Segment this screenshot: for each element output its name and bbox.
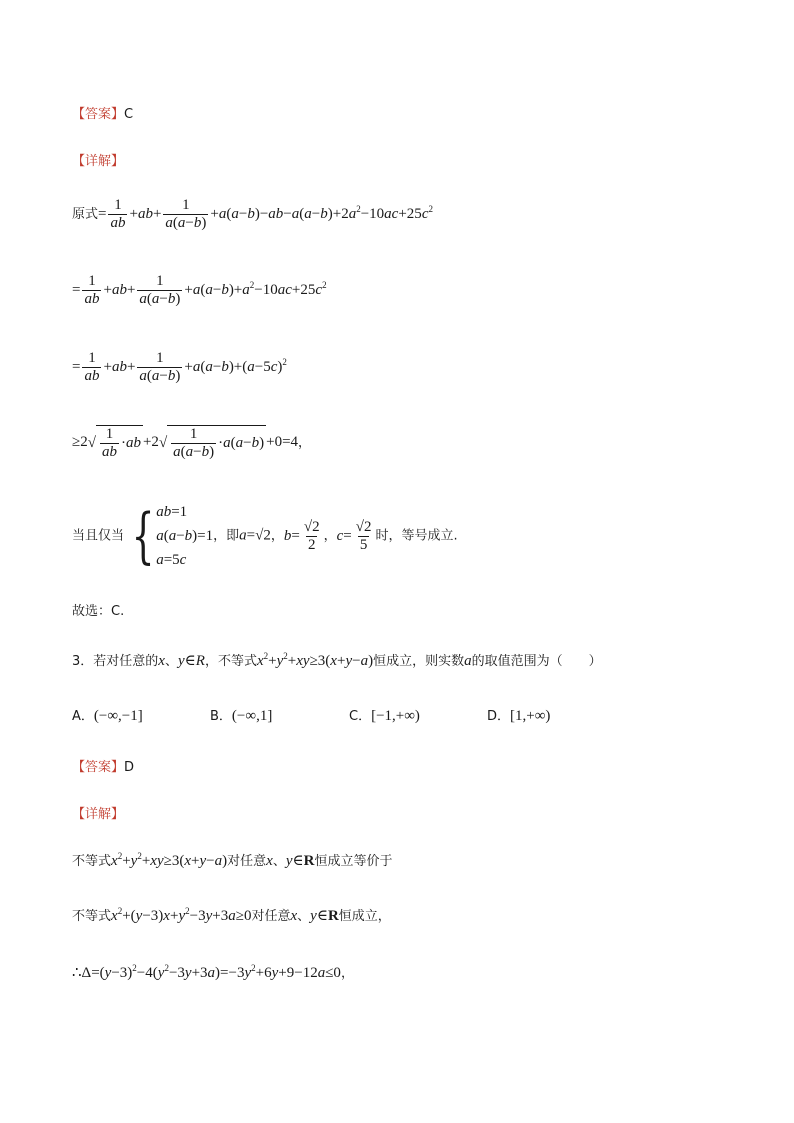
answer-line-2 [72,756,134,775]
question-3: 3．若对任意的x、y∈R，不等式$x^2+y^2+xy\ge 3(x+y-a)$恒成立，则实数a的取值范围为（ ） [72,651,602,669]
option-c[interactable]: C．[−1,+∞) [349,708,420,724]
answer-label: 【答案】 [72,760,125,775]
answer-line-1 [72,103,133,122]
option-d[interactable]: D．[1,+∞) [487,708,551,724]
answer-value: D [124,760,135,775]
option-b[interactable]: B．(−∞,1] [210,708,273,724]
equation-line-2: = $\frac{1}{ab}$ +ab+ $\frac{1}{a(a-b)}$ $+a(a-b)+a^2-10ac+25c^2$ [72,273,327,307]
paragraph-1: 不等式$x^2+y^2+xy\ge 3(x+y-a)$对任意x、y∈R恒成立等价于 [72,851,393,869]
answer-label: 【答案】 [72,107,125,122]
detail-label-1: 【详解】 [72,154,125,169]
paragraph-2: 不等式$x^2+(y-3)x+y^2-3y+3a\ge 0$对任意x、y∈R恒成立， [72,906,391,924]
equality-condition: 当且仅当 { ab=1 a(a−b)=1 a=5c ，即a=√2，b= $\frac{√2}{2}$ ，c= $\frac{√2}{5}$ 时，等号成立. [72,501,458,571]
detail-label-2: 【详解】 [72,807,125,822]
paragraph-3: $\therefore\Delta=(y-3)^2-4(y^2-3y+3a)=-3y^2+6y+9-12a\le 0$， [72,963,354,981]
answer-value: C [124,107,134,122]
equation-line-1: 原式= $\frac{1}{ab}$ +ab+ $\frac{1}{a(a-b)}$ $+a(a-b)-ab-a(a-b)+2a^2-10ac+25c^2$ [72,197,433,231]
choose-line: 故选：C. [72,604,125,619]
option-a[interactable]: A．(−∞,−1] [72,708,143,724]
equation-line-4: ≥2√ $\frac{1}{ab}$ ·ab +2√ $\frac{1}{a(a-b)}$ ·a(a−b) +0=4， [72,426,312,460]
equation-line-3: = $\frac{1}{ab}$ +ab+ $\frac{1}{a(a-b)}$ $+a(a-b)+(a-5c)^2$ [72,350,287,384]
